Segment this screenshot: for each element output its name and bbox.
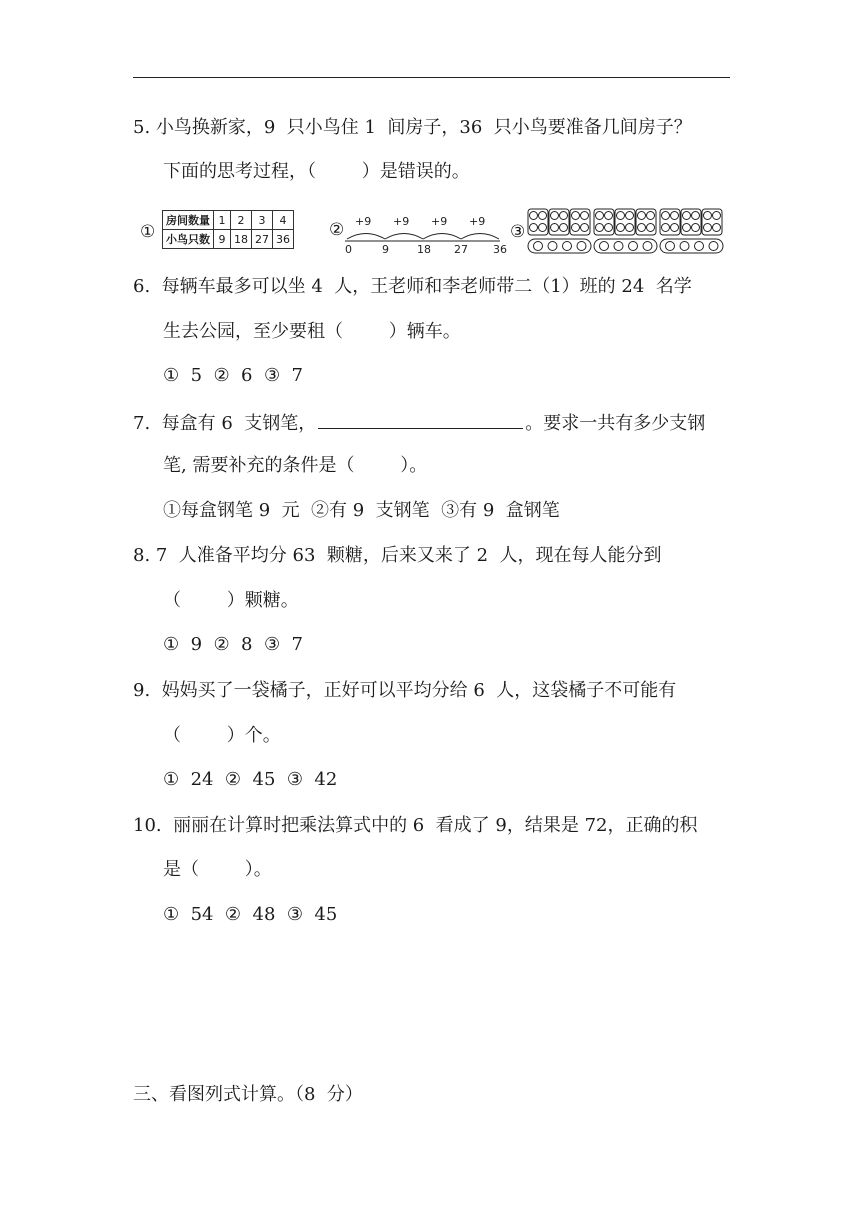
- bird-circle: [605, 212, 613, 220]
- bird-circle: [539, 212, 547, 220]
- bird-circle: [539, 224, 547, 232]
- q9-line1: 9. 妈妈买了一袋橘子，正好可以平均分给 6 人，这袋橘子不可能有: [133, 680, 677, 701]
- q7-line1-start: 7. 每盒有 6 支钢笔，: [133, 413, 317, 434]
- tick-label: 18: [417, 243, 431, 256]
- bird-circle: [626, 212, 634, 220]
- table-cell: 3: [252, 211, 273, 230]
- q10-line1: 10. 丽丽在计算时把乘法算式中的 6 看成了 9，结果是 72，正确的积: [133, 815, 698, 836]
- bird-circle: [617, 224, 625, 232]
- bird-circle: [662, 224, 670, 232]
- bird-circle: [596, 224, 604, 232]
- bird-circle: [530, 224, 538, 232]
- jump-arc: [385, 234, 423, 240]
- q8-options: ① 9 ② 8 ③ 7: [163, 634, 303, 655]
- q5-option1-mark: ①: [140, 222, 156, 242]
- q7-fill-blank[interactable]: [318, 410, 523, 429]
- bird-circle: [683, 224, 691, 232]
- q7-line1-end: 。要求一共有多少支钢: [525, 413, 706, 434]
- jump-arc: [461, 234, 499, 240]
- bird-circle: [662, 212, 670, 220]
- q7-options: ①每盒钢笔 9 元 ②有 9 支钢笔 ③有 9 盒钢笔: [163, 500, 560, 521]
- table-cell: 1: [214, 211, 231, 230]
- q6-line1: 6. 每辆车最多可以坐 4 人，王老师和李老师带二（1）班的 24 名学: [133, 276, 692, 297]
- q9-options: ① 24 ② 45 ③ 42: [163, 769, 338, 790]
- bird-circle: [647, 212, 655, 220]
- bird-circle: [666, 242, 675, 251]
- bird-circle: [600, 242, 609, 251]
- bird-circle: [671, 212, 679, 220]
- section3-title: 三、看图列式计算。（8 分）: [133, 1084, 363, 1105]
- table-row-label: 小鸟只数: [163, 230, 214, 249]
- bird-circle: [551, 212, 559, 220]
- tick-label: 36: [493, 243, 507, 256]
- q10-options: ① 54 ② 48 ③ 45: [163, 904, 338, 925]
- table-cell: 18: [231, 230, 252, 249]
- tick-label: 9: [382, 243, 389, 256]
- bird-circle: [560, 212, 568, 220]
- bird-circle: [647, 224, 655, 232]
- bird-circle: [680, 242, 689, 251]
- table-cell: 2: [231, 211, 252, 230]
- q5-line2: 下面的思考过程，（ ）是错误的。: [163, 161, 470, 182]
- bird-circle: [548, 242, 557, 251]
- q5-table: [162, 210, 294, 249]
- bird-circle: [551, 224, 559, 232]
- q5-figure: [140, 208, 730, 256]
- bird-circle: [692, 224, 700, 232]
- bird-circle: [643, 242, 652, 251]
- q7-line2: 笔, 需要补充的条件是（ ）。: [163, 455, 428, 476]
- header-rule: [133, 77, 730, 78]
- bird-circle: [626, 224, 634, 232]
- jump-label: +9: [431, 215, 448, 228]
- q8-line2: （ ）颗糖。: [163, 590, 299, 611]
- bird-circle: [638, 212, 646, 220]
- bird-circle: [534, 242, 543, 251]
- bird-circle: [692, 212, 700, 220]
- bird-circle: [581, 212, 589, 220]
- bird-circle: [713, 224, 721, 232]
- q9-line2: （ ）个。: [163, 725, 281, 746]
- bird-circle: [560, 224, 568, 232]
- bird-circle: [638, 224, 646, 232]
- jump-label: +9: [393, 215, 410, 228]
- tick-label: 0: [345, 243, 352, 256]
- q5-option2-mark: ②: [329, 220, 345, 240]
- bird-circle: [530, 212, 538, 220]
- table-cell: 4: [273, 211, 294, 230]
- bird-circle: [614, 242, 623, 251]
- bird-circle: [581, 224, 589, 232]
- jump-arc: [423, 234, 461, 240]
- bird-circle: [629, 242, 638, 251]
- q10-line2: 是（ ）。: [163, 859, 272, 880]
- bird-circle: [683, 212, 691, 220]
- q5-line1: 5. 小鸟换新家，9 只小鸟住 1 间房子，36 只小鸟要准备几间房子？: [133, 117, 692, 138]
- bird-circle: [709, 242, 718, 251]
- tick-label: 27: [454, 243, 468, 256]
- bird-circle: [617, 212, 625, 220]
- q6-line2: 生去公园，至少要租（ ）辆车。: [163, 321, 461, 342]
- table-row: [163, 211, 294, 230]
- bird-circle: [695, 242, 704, 251]
- bird-circle: [671, 224, 679, 232]
- jump-arc: [347, 234, 385, 240]
- q6-options: ① 5 ② 6 ③ 7: [163, 365, 303, 386]
- q5-option3-mark: ③: [510, 222, 526, 242]
- bird-circle: [704, 212, 712, 220]
- table-cell: 36: [273, 230, 294, 249]
- q8-line1: 8. 7 人准备平均分 63 颗糖，后来又来了 2 人，现在每人能分到: [133, 545, 662, 566]
- bird-circle: [563, 242, 572, 251]
- bird-circle: [596, 212, 604, 220]
- table-row: [163, 230, 294, 249]
- table-row-label: 房间数量: [163, 211, 214, 230]
- bird-circle: [572, 212, 580, 220]
- jump-label: +9: [355, 215, 372, 228]
- bird-circle: [605, 224, 613, 232]
- bird-circle: [713, 212, 721, 220]
- jump-label: +9: [469, 215, 486, 228]
- q7-line1: [133, 410, 705, 436]
- bird-circle: [572, 224, 580, 232]
- table-cell: 9: [214, 230, 231, 249]
- bird-circle: [704, 224, 712, 232]
- q5-bird-house-groups: [526, 208, 731, 256]
- table-cell: 27: [252, 230, 273, 249]
- bird-circle: [577, 242, 586, 251]
